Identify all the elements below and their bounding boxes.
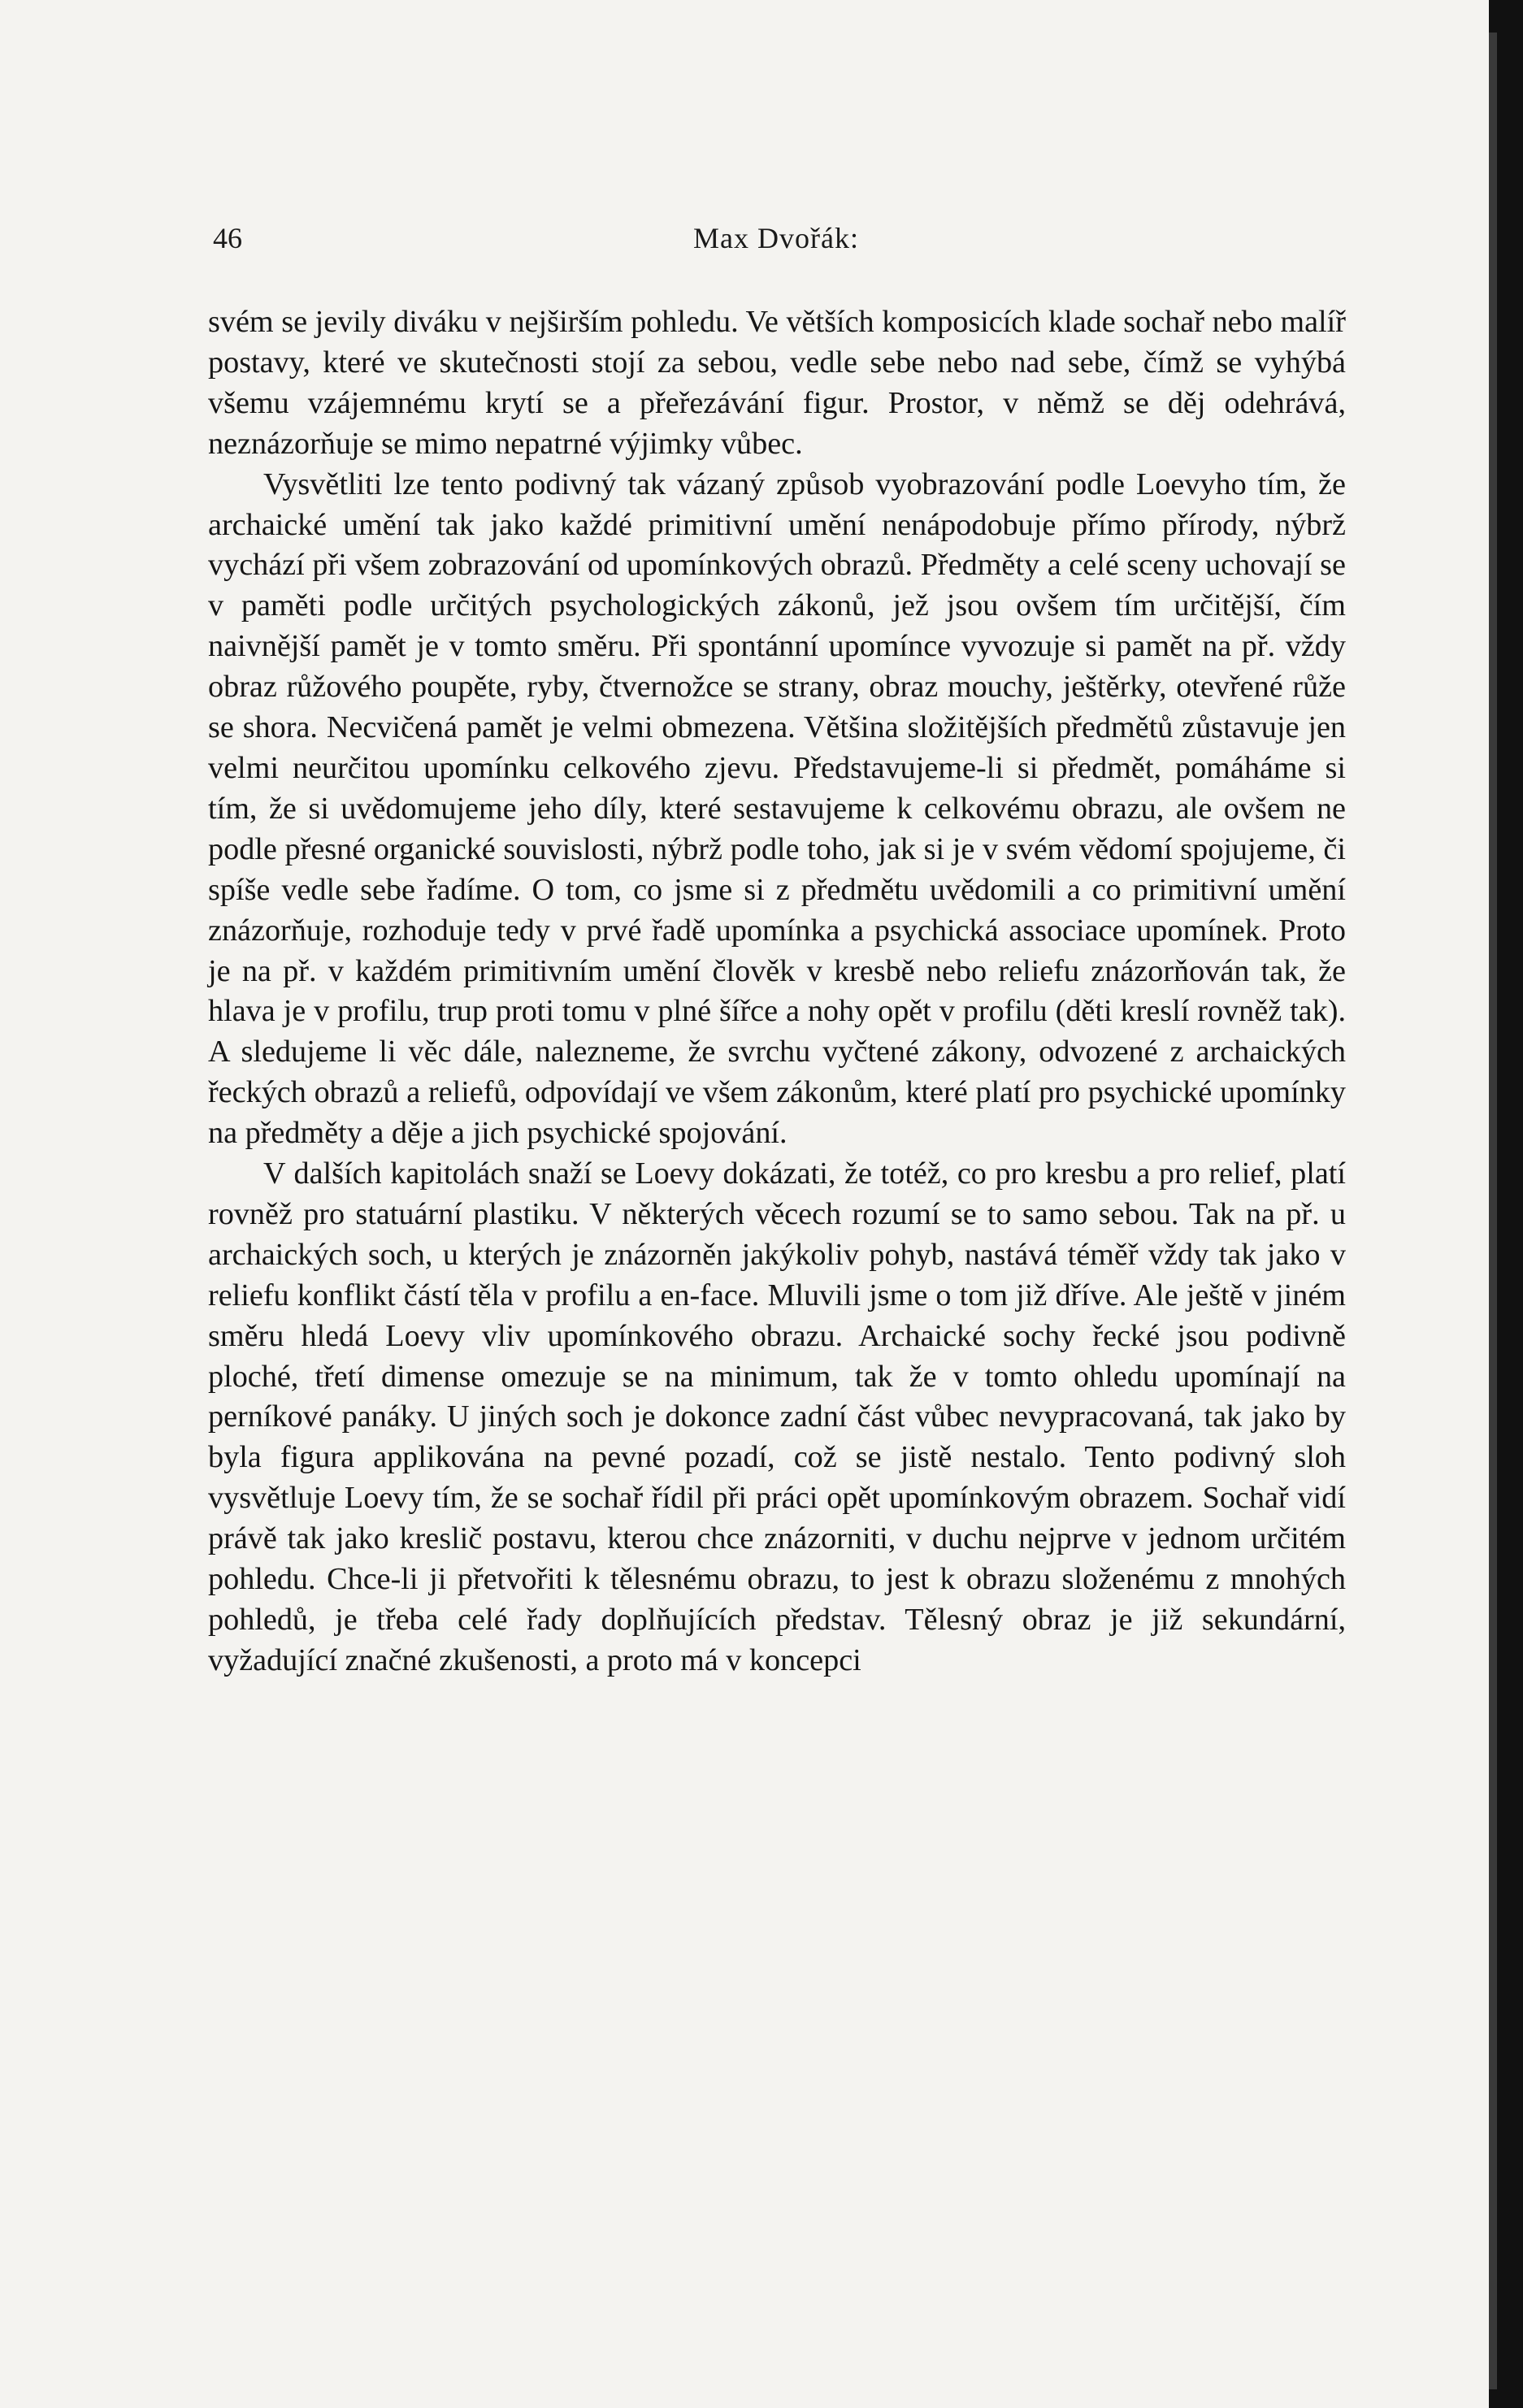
page-number: 46 [213, 222, 242, 254]
body-text [208, 302, 1346, 1681]
scan-border-shadow [1489, 33, 1497, 2389]
paragraph-2: Vysvětliti lze tento podivný tak vázaný způsob vyobrazování podle Loevyho tím, že archaické umění tak jako každé primitivní umění nenápodobuje přímo přírody, nýbrž vychází při všem zobrazování od upomínkových obrazů. Předměty a celé sceny uchovají se v paměti podle určitých psychologických zákonů, jež jsou ovšem tím určitější, čím naivnější pamět je v tomto směru. Při spontánní upomínce vyvozuje si pamět na př. vždy obraz růžového poupěte, ryby, čtvernožce se strany, obraz mouchy, ještěrky, otevřené růže se shora. Necvičená pamět je velmi obmezena. Většina složitějších předmětů zůstavuje jen velmi neurčitou upomínku celkového zjevu. Představujeme-li si předmět, pomáháme si tím, že si uvědomujeme jeho díly, které sestavujeme k celkovému obrazu, ale ovšem ne podle přesné organické souvislosti, nýbrž podle toho, jak si je v svém vědomí spojujeme, či spíše vedle sebe řadíme. O tom, co jsme si z předmětu uvědomili a co primitivní umění znázorňuje, rozhoduje tedy v prvé řadě upomínka a psychická associace upomínek. Proto je na př. v každém primitivním umění člověk v kresbě nebo reliefu znázorňován tak, že hlava je v profilu, trup proti tomu v plné šířce a nohy opět v profilu (děti kreslí rovněž tak). A sledujeme li věc dále, nalezneme, že svrchu vyčtené zákony, odvozené z archaických řeckých obrazů a reliefů, odpovídají ve všem zákonům, které platí pro psychické upomínky na předměty a děje a jich psychické spojování. [208, 466, 1346, 1151]
page-header [206, 221, 1346, 262]
running-head: Max Dvořák: [693, 222, 859, 254]
paragraph-3: V dalších kapitolách snaží se Loevy dokázati, že totéž, co pro kresbu a pro relief, platí rovněž pro statuární plastiku. V některých věcech rozumí se to samo sebou. Tak na př. u archaických soch, u kterých je znázorněn jakýkoliv pohyb, nastává téměř vždy tak jako v reliefu konflikt částí těla v profilu a en-face. Mluvili jsme o tom již dříve. Ale ještě v jiném směru hledá Loevy vliv upomínkového obrazu. Archaické sochy řecké jsou podivně ploché, třetí dimense omezuje se na minimum, tak že v tomto ohledu upomínají na perníkové panáky. U jiných soch je dokonce zadní část vůbec nevypracovaná, tak jako by byla figura applikována na pevné pozadí, což se jistě nestalo. Tento podivný sloh vysvětluje Loevy tím, že se sochař řídil při práci opět upomínkovým obrazem. Sochař vidí právě tak jako kreslič postavu, kterou chce znázorniti, v duchu nejprve v jednom určitém pohledu. Chce-li ji přetvořiti k tělesnému obrazu, to jest k obrazu složenému z mnohých pohledů, je třeba celé řady doplňujících představ. Tělesný obraz je již sekundární, vyžadující značné zkušenosti, a proto má v koncepci [208, 1156, 1346, 1677]
paragraph-1: svém se jevily diváku v nejširším pohledu. Ve větších komposicích klade sochař nebo malíř postavy, které ve skutečnosti stojí za sebou, vedle sebe nebo nad sebe, čímž se vyhýbá všemu vzájemnému krytí se a přeřezávání figur. Prostor, v němž se děj odehrává, neznázorňuje se mimo nepatrné výjimky vůbec. [208, 305, 1346, 461]
